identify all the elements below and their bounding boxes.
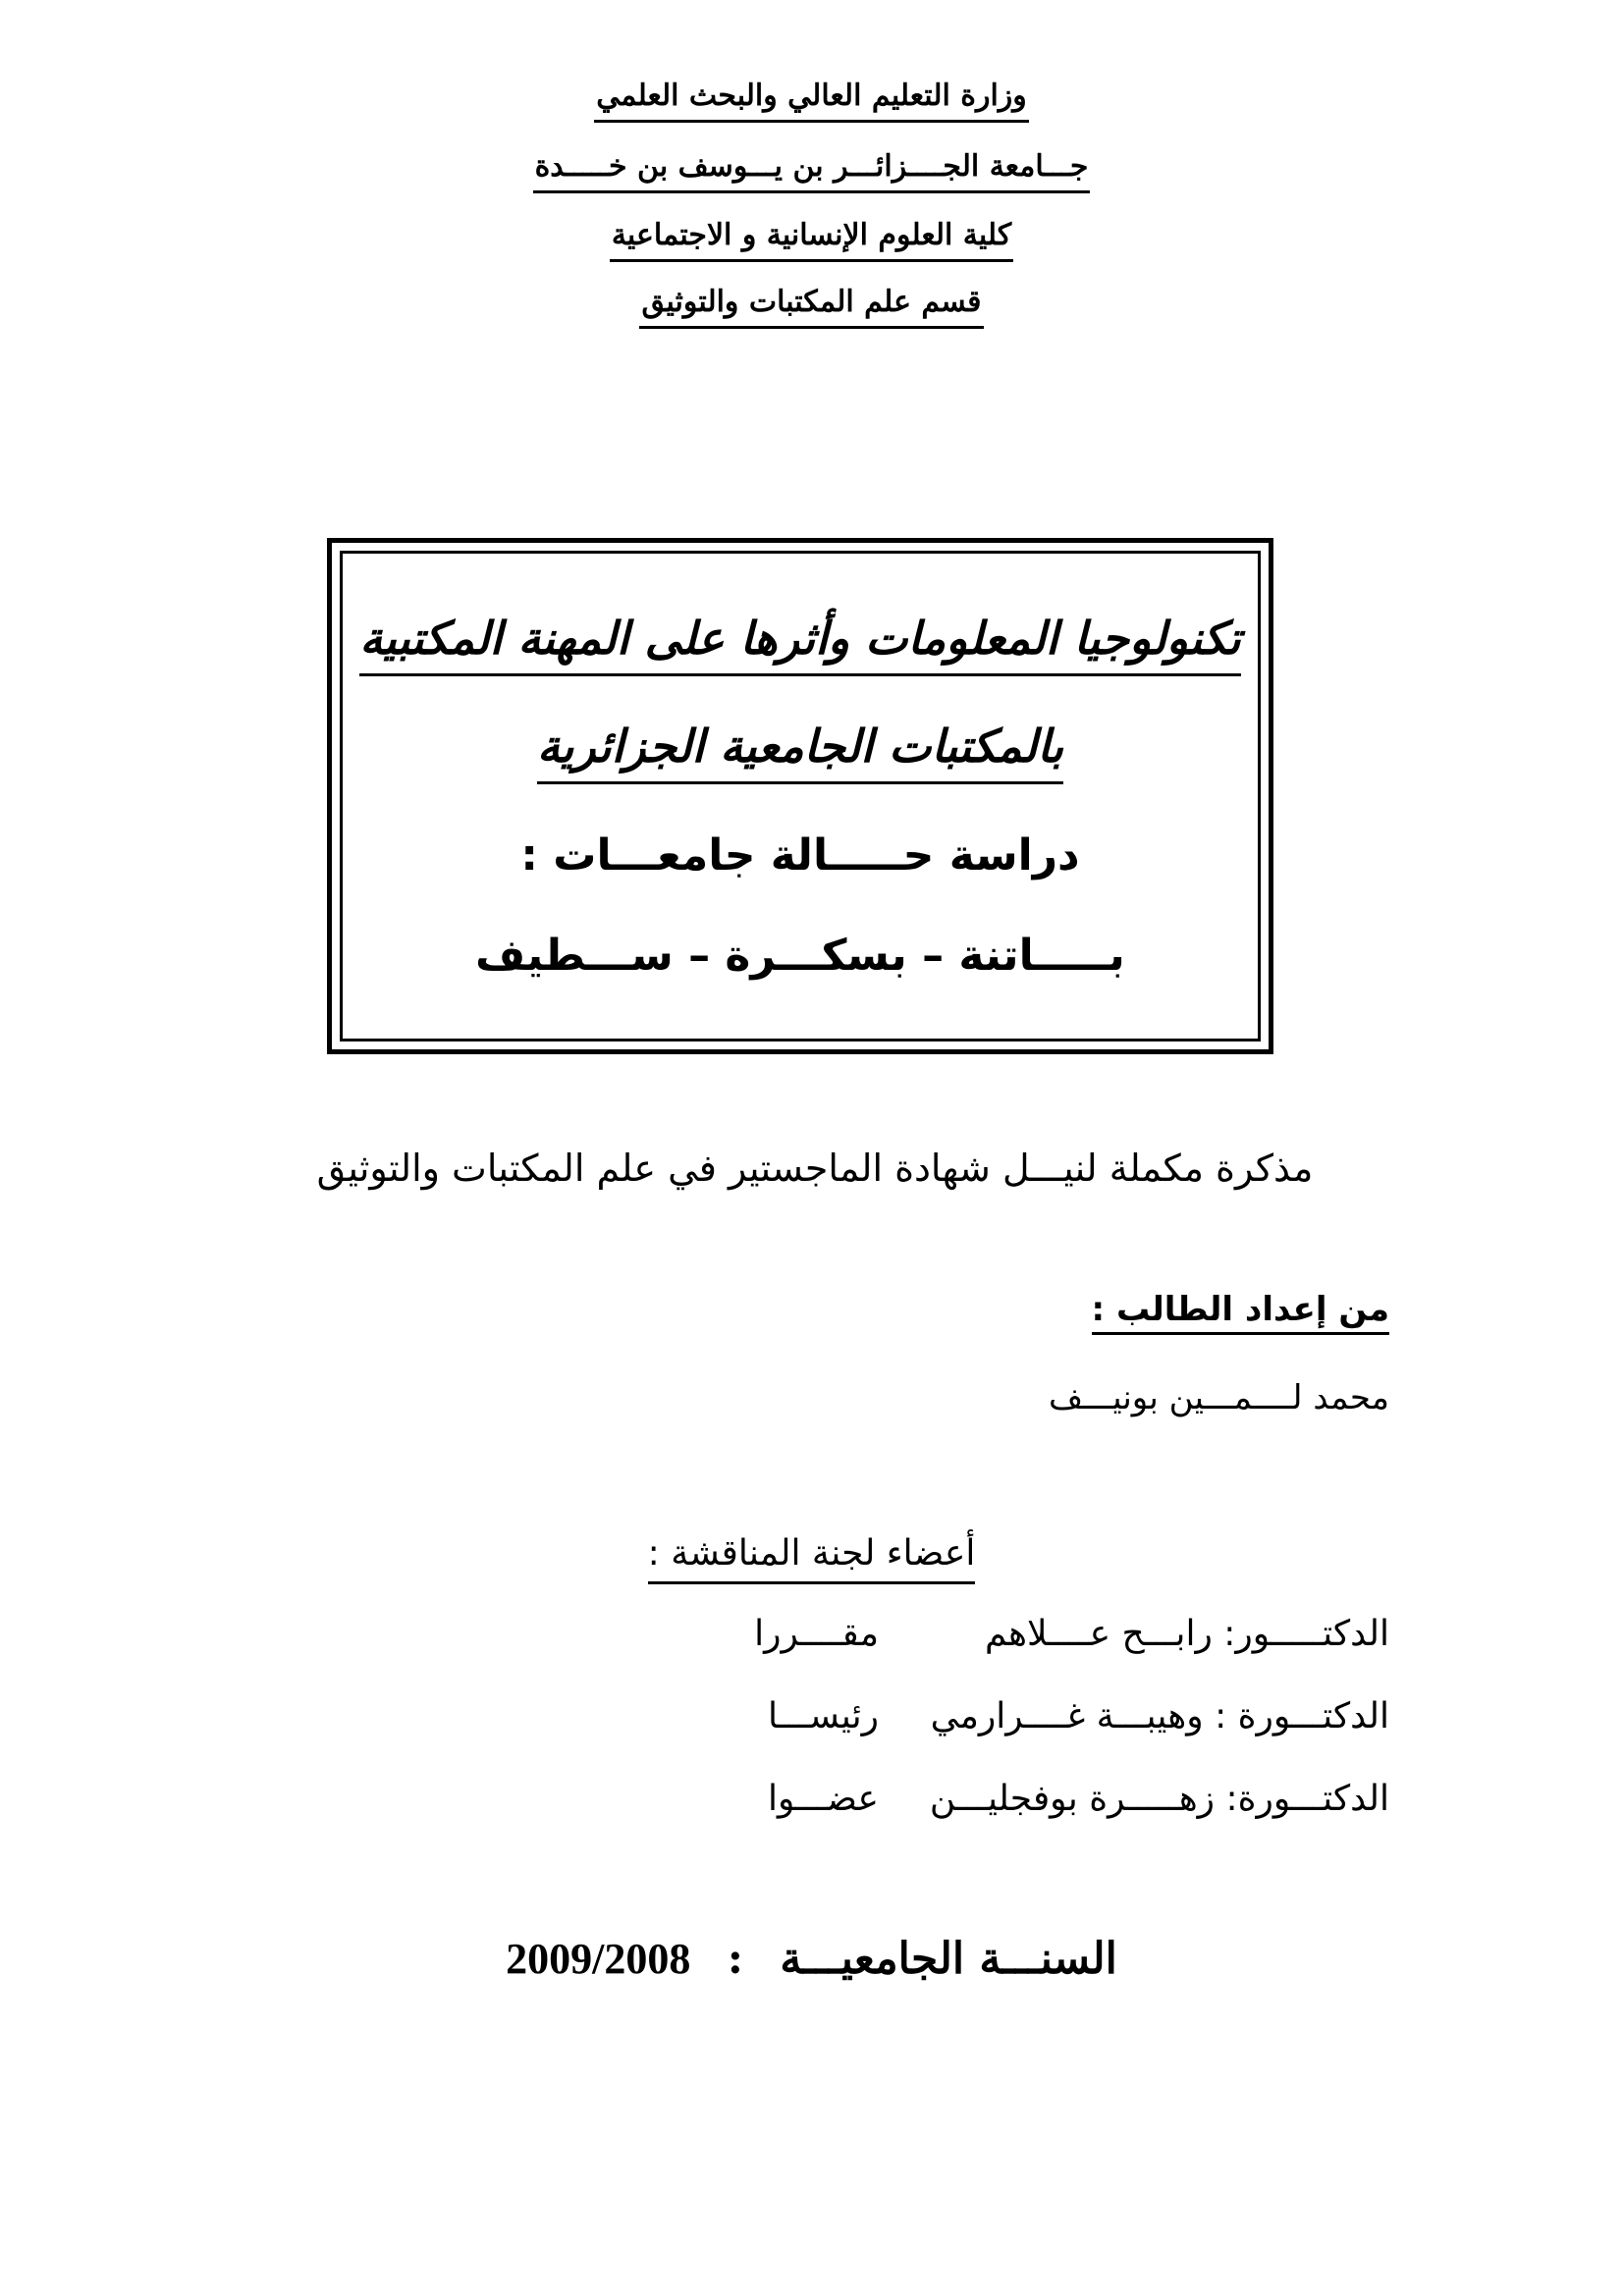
member-name: الدكتـــــور: رابـــح عــــلاهم bbox=[985, 1614, 1389, 1654]
thesis-title-text-1: تكنولوجيا المعلومات وأثرها على المهنة المكتبية bbox=[359, 611, 1240, 676]
member-role: رئيســـا bbox=[768, 1696, 879, 1736]
committee-member bbox=[643, 1777, 1389, 1823]
ministry-heading bbox=[0, 79, 1623, 123]
member-name: الدكتـــورة : وهيبـــة غــــرارمي bbox=[930, 1696, 1389, 1736]
member-name: الدكتـــورة: زهـــــرة بوفجليـــن bbox=[929, 1779, 1389, 1819]
academic-year-label: السنـــة الجامعيـــة bbox=[780, 1934, 1117, 1984]
committee-member bbox=[643, 1612, 1389, 1658]
thesis-title-text-2: بالمكتبات الجامعية الجزائرية bbox=[537, 719, 1063, 784]
case-study-universities: بـــــاتنة – بسكـــرة – ســـطيف bbox=[475, 931, 1125, 981]
prepared-by-label bbox=[1092, 1288, 1389, 1331]
committee-member bbox=[643, 1694, 1389, 1740]
ministry-text: وزارة التعليم العالي والبحث العلمي bbox=[594, 79, 1029, 123]
faculty-heading bbox=[0, 218, 1623, 262]
member-role: عضـــوا bbox=[768, 1779, 879, 1819]
academic-year-separator: : bbox=[727, 1934, 743, 1984]
university-heading bbox=[0, 149, 1623, 193]
member-role: مقــــررا bbox=[754, 1614, 879, 1654]
university-text: جـــامعة الجــــزائـــر بن يـــوسف بن خـــــدة bbox=[533, 149, 1091, 193]
department-text: قسم علم المكتبات والتوثيق bbox=[639, 285, 983, 329]
faculty-text: كلية العلوم الإنسانية و الاجتماعية bbox=[610, 218, 1013, 262]
thesis-statement: مذكرة مكملة لنيـــل شهادة الماجستير في علم المكتبات والتوثيق bbox=[316, 1147, 1314, 1190]
thesis-title-line-1 bbox=[340, 611, 1261, 676]
department-heading bbox=[0, 285, 1623, 329]
committee-label bbox=[0, 1531, 1623, 1584]
case-study-label: دراسة حـــــالة جامعـــات : bbox=[520, 830, 1080, 881]
student-name: محمد لــــمـــين بونيـــف bbox=[1049, 1378, 1389, 1417]
thesis-title-line-2 bbox=[340, 719, 1261, 784]
prepared-by-text: من إعداد الطالب : bbox=[1092, 1290, 1389, 1335]
academic-year-value: 2009/2008 bbox=[506, 1935, 691, 1983]
committee-label-text: أعضاء لجنة المناقشة : bbox=[648, 1531, 976, 1584]
academic-year bbox=[0, 1934, 1623, 1986]
